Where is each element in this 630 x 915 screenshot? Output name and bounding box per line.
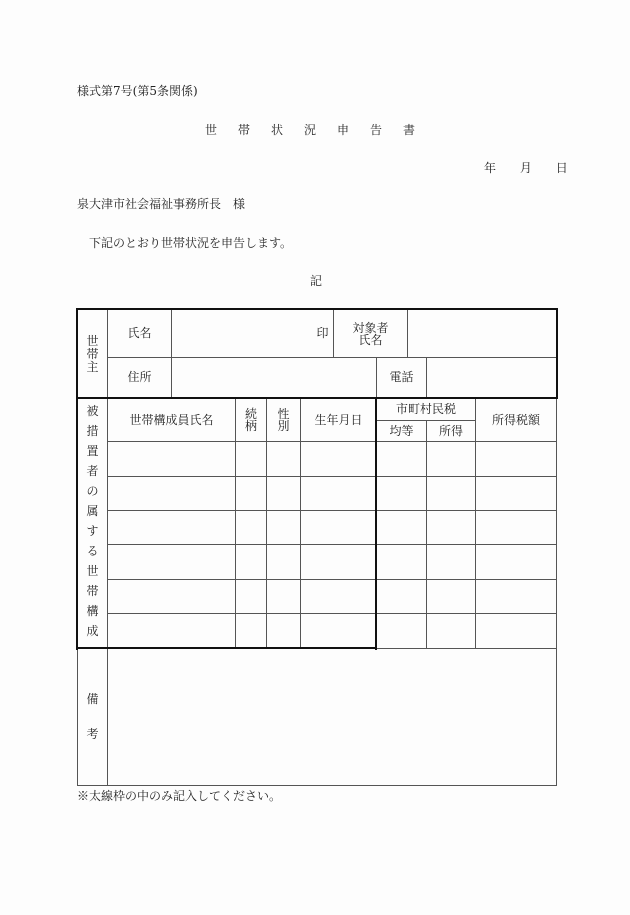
member-income-tax-field[interactable]: [476, 477, 556, 510]
col-header-income-tax: 所得税額: [491, 412, 540, 427]
name-label: 氏名: [127, 326, 152, 340]
title-char: 帯: [238, 123, 251, 137]
label-char: 世: [86, 564, 99, 578]
remarks-label-line2: 考: [86, 727, 99, 741]
col-header-per-capita: 均等: [389, 423, 414, 438]
label-char: 置: [86, 444, 99, 458]
household-head-section-label: [78, 310, 107, 398]
member-sex-field[interactable]: [267, 477, 300, 510]
member-per-capita-field[interactable]: [377, 580, 426, 613]
label-char: の: [86, 484, 99, 498]
label-char: 帯: [86, 584, 99, 598]
col-header-relation-line1: 続: [244, 407, 257, 421]
date-day-label: 日: [555, 161, 568, 175]
label-char: 措: [86, 424, 99, 438]
target-name-field[interactable]: [408, 310, 556, 357]
member-income-levy-field[interactable]: [427, 614, 475, 648]
address-label: 住所: [127, 370, 152, 384]
label-char: 成: [86, 624, 99, 638]
member-name-field[interactable]: [108, 614, 235, 647]
member-birthdate-field[interactable]: [301, 511, 375, 544]
member-relation-field[interactable]: [236, 580, 266, 613]
member-birthdate-field[interactable]: [301, 477, 375, 510]
document-title: [205, 123, 436, 137]
member-per-capita-field[interactable]: [377, 442, 426, 476]
member-relation-field[interactable]: [236, 442, 266, 476]
member-per-capita-field[interactable]: [377, 477, 426, 510]
col-header-sex-line1: 性: [277, 407, 290, 421]
member-income-tax-field[interactable]: [476, 545, 556, 579]
label-char: 者: [86, 464, 99, 478]
member-sex-field[interactable]: [267, 580, 300, 613]
col-header-relation: [236, 399, 266, 441]
col-header-sex: [267, 399, 300, 441]
label-char: る: [86, 544, 99, 558]
member-relation-field[interactable]: [236, 477, 266, 510]
intro-text: 下記のとおり世帯状況を申告します。: [89, 236, 293, 250]
label-char: 構: [86, 604, 99, 618]
label-char: 主: [86, 359, 99, 374]
member-sex-field[interactable]: [267, 442, 300, 476]
label-char: 属: [86, 504, 99, 518]
thick-border: [556, 308, 558, 399]
col-header-income-levy: 所得: [438, 423, 463, 438]
remarks-label: [78, 649, 107, 785]
member-income-tax-field[interactable]: [476, 511, 556, 544]
member-sex-field[interactable]: [267, 614, 300, 647]
member-relation-field[interactable]: [236, 511, 266, 544]
member-income-tax-field[interactable]: [476, 442, 556, 476]
date-line: [474, 161, 568, 175]
seal-label: 印: [316, 326, 329, 340]
target-name-label-line2: 氏名: [358, 332, 383, 347]
date-year-label: 年: [484, 161, 497, 175]
member-per-capita-field[interactable]: [377, 545, 426, 579]
addressee: 泉大津市社会福祉事務所長 様: [77, 197, 246, 211]
member-birthdate-field[interactable]: [301, 580, 375, 613]
member-name-field[interactable]: [108, 477, 235, 510]
title-char: 世: [205, 123, 218, 137]
member-birthdate-field[interactable]: [301, 545, 375, 579]
member-name-field[interactable]: [108, 545, 235, 579]
target-name-label-line1: 対象者: [352, 320, 389, 335]
col-header-birthdate: 生年月日: [314, 412, 363, 427]
member-name-field[interactable]: [108, 511, 235, 544]
label-char: 帯: [86, 346, 99, 361]
member-income-levy-field[interactable]: [427, 545, 475, 579]
title-char: 書: [403, 123, 416, 137]
title-char: 告: [370, 123, 383, 137]
member-per-capita-field[interactable]: [377, 511, 426, 544]
members-section-label: [78, 405, 107, 645]
remarks-field[interactable]: [108, 649, 556, 785]
address-field[interactable]: [172, 358, 376, 397]
target-name-label: [334, 310, 407, 357]
member-income-tax-field[interactable]: [476, 580, 556, 613]
label-char: す: [86, 524, 99, 538]
label-char: 世: [86, 333, 99, 348]
grid-line: [556, 399, 557, 785]
label-char: 被: [86, 404, 99, 418]
phone-label: 電話: [389, 370, 414, 384]
member-income-tax-field[interactable]: [476, 614, 556, 648]
col-header-relation-line2: 柄: [244, 419, 257, 433]
member-income-levy-field[interactable]: [427, 477, 475, 510]
remarks-label-line1: 備: [86, 692, 99, 706]
member-birthdate-field[interactable]: [301, 614, 375, 647]
title-char: 申: [337, 123, 350, 137]
member-income-levy-field[interactable]: [427, 511, 475, 544]
member-sex-field[interactable]: [267, 511, 300, 544]
member-name-field[interactable]: [108, 580, 235, 613]
member-relation-field[interactable]: [236, 614, 266, 647]
title-char: 状: [271, 123, 284, 137]
footnote: ※太線枠の中のみ記入してください。: [77, 789, 282, 803]
col-header-sex-line2: 別: [277, 419, 290, 433]
member-birthdate-field[interactable]: [301, 442, 375, 476]
member-sex-field[interactable]: [267, 545, 300, 579]
title-char: 況: [304, 123, 317, 137]
member-income-levy-field[interactable]: [427, 442, 475, 476]
col-header-member-name: 世帯構成員氏名: [129, 412, 214, 427]
col-header-municipal-tax: 市町村民税: [395, 402, 456, 416]
ki-label: 記: [310, 274, 323, 288]
phone-field[interactable]: [427, 358, 556, 397]
household-head-name-field[interactable]: [172, 310, 312, 357]
member-relation-field[interactable]: [236, 545, 266, 579]
date-month-label: 月: [519, 161, 532, 175]
member-per-capita-field[interactable]: [377, 614, 426, 648]
grid-line: [77, 785, 557, 786]
form-number: 様式第7号(第5条関係): [77, 84, 198, 98]
member-income-levy-field[interactable]: [427, 580, 475, 613]
member-name-field[interactable]: [108, 442, 235, 476]
